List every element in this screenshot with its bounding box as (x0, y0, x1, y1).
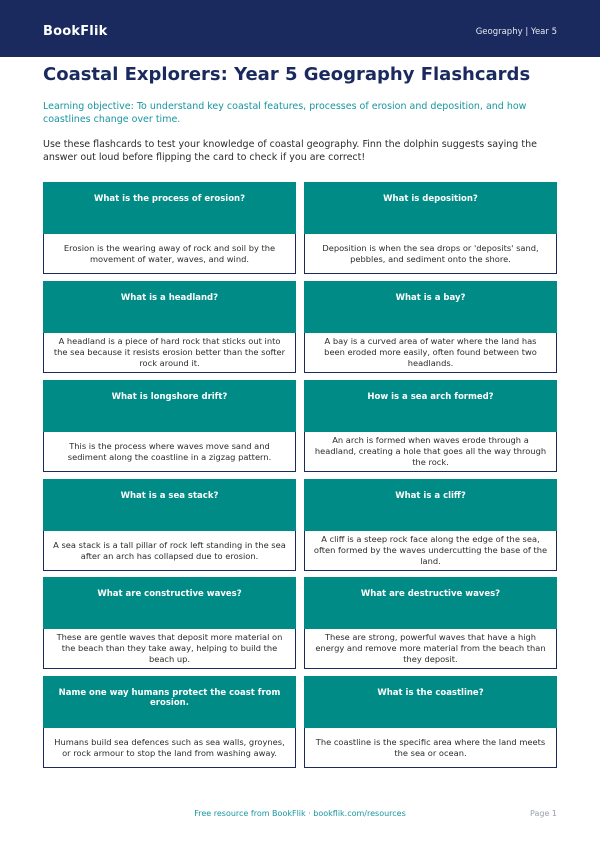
flashcard-question: What are destructive waves? (304, 577, 557, 629)
page-title: Coastal Explorers: Year 5 Geography Flashcards (43, 64, 531, 85)
flashcard-question: What is a bay? (304, 281, 557, 333)
page-number: Page 1 (530, 809, 557, 818)
flashcard-answer: A headland is a piece of hard rock that sticks out into the sea because it resists erosion better than the softer rock around it. (43, 333, 296, 373)
flashcard-answer: A sea stack is a tall pillar of rock left standing in the sea after an arch has collapsed due to erosion. (43, 531, 296, 571)
flashcard-answer: This is the process where waves move sand and sediment along the coastline in a zigzag pattern. (43, 432, 296, 472)
breadcrumb: Geography | Year 5 (475, 27, 557, 37)
flashcard[interactable] (43, 281, 296, 373)
flashcard-question: What is the coastline? (304, 676, 557, 728)
flashcard-question: How is a sea arch formed? (304, 380, 557, 432)
flashcard[interactable] (304, 676, 557, 768)
flashcard[interactable] (304, 281, 557, 373)
flashcard[interactable] (43, 479, 296, 571)
flashcard[interactable] (304, 182, 557, 274)
flashcard-answer: A cliff is a steep rock face along the edge of the sea, often formed by the waves undercutting the base of the land. (304, 531, 557, 571)
flashcard-question: What is the process of erosion? (43, 182, 296, 234)
flashcard-answer: An arch is formed when waves erode through a headland, creating a hole that goes all the way through the rock. (304, 432, 557, 472)
flashcard[interactable] (43, 380, 296, 472)
flashcard-question: What is a sea stack? (43, 479, 296, 531)
flashcard-answer: These are strong, powerful waves that have a high energy and remove more material from the beach than they deposit. (304, 629, 557, 669)
flashcard-question: What is a cliff? (304, 479, 557, 531)
flashcard[interactable] (304, 577, 557, 669)
brand-logo[interactable]: BookFlik (43, 24, 108, 39)
flashcard-question: What is deposition? (304, 182, 557, 234)
top-bar (0, 0, 600, 57)
flashcard-answer: A bay is a curved area of water where the land has been eroded more easily, often found between two headlands. (304, 333, 557, 373)
flashcard-answer: The coastline is the specific area where the land meets the sea or ocean. (304, 728, 557, 768)
flashcard-answer: Erosion is the wearing away of rock and soil by the movement of water, waves, and wind. (43, 234, 296, 274)
flashcard-answer: Deposition is when the sea drops or 'deposits' sand, pebbles, and sediment onto the shore. (304, 234, 557, 274)
flashcard[interactable] (43, 182, 296, 274)
flashcard-question: What are constructive waves? (43, 577, 296, 629)
footer-resource-link[interactable]: Free resource from BookFlik · bookflik.com/resources (194, 809, 406, 818)
flashcard-answer: Humans build sea defences such as sea walls, groynes, or rock armour to stop the land from washing away. (43, 728, 296, 768)
learning-objective: Learning objective: To understand key coastal features, processes of erosion and deposition, and how coastlines change over time. (43, 101, 527, 125)
flashcard[interactable] (304, 479, 557, 571)
flashcard-question: Name one way humans protect the coast from erosion. (43, 676, 296, 728)
flashcard[interactable] (304, 380, 557, 472)
flashcard[interactable] (43, 577, 296, 669)
flashcard-question: What is longshore drift? (43, 380, 296, 432)
intro-text: Use these flashcards to test your knowledge of coastal geography. Finn the dolphin suggests saying the answer out loud before flipping the card to check if you are correct! (43, 139, 537, 163)
flashcard-question: What is a headland? (43, 281, 296, 333)
flashcard-answer: These are gentle waves that deposit more material on the beach than they take away, helping to build the beach up. (43, 629, 296, 669)
flashcard[interactable] (43, 676, 296, 768)
